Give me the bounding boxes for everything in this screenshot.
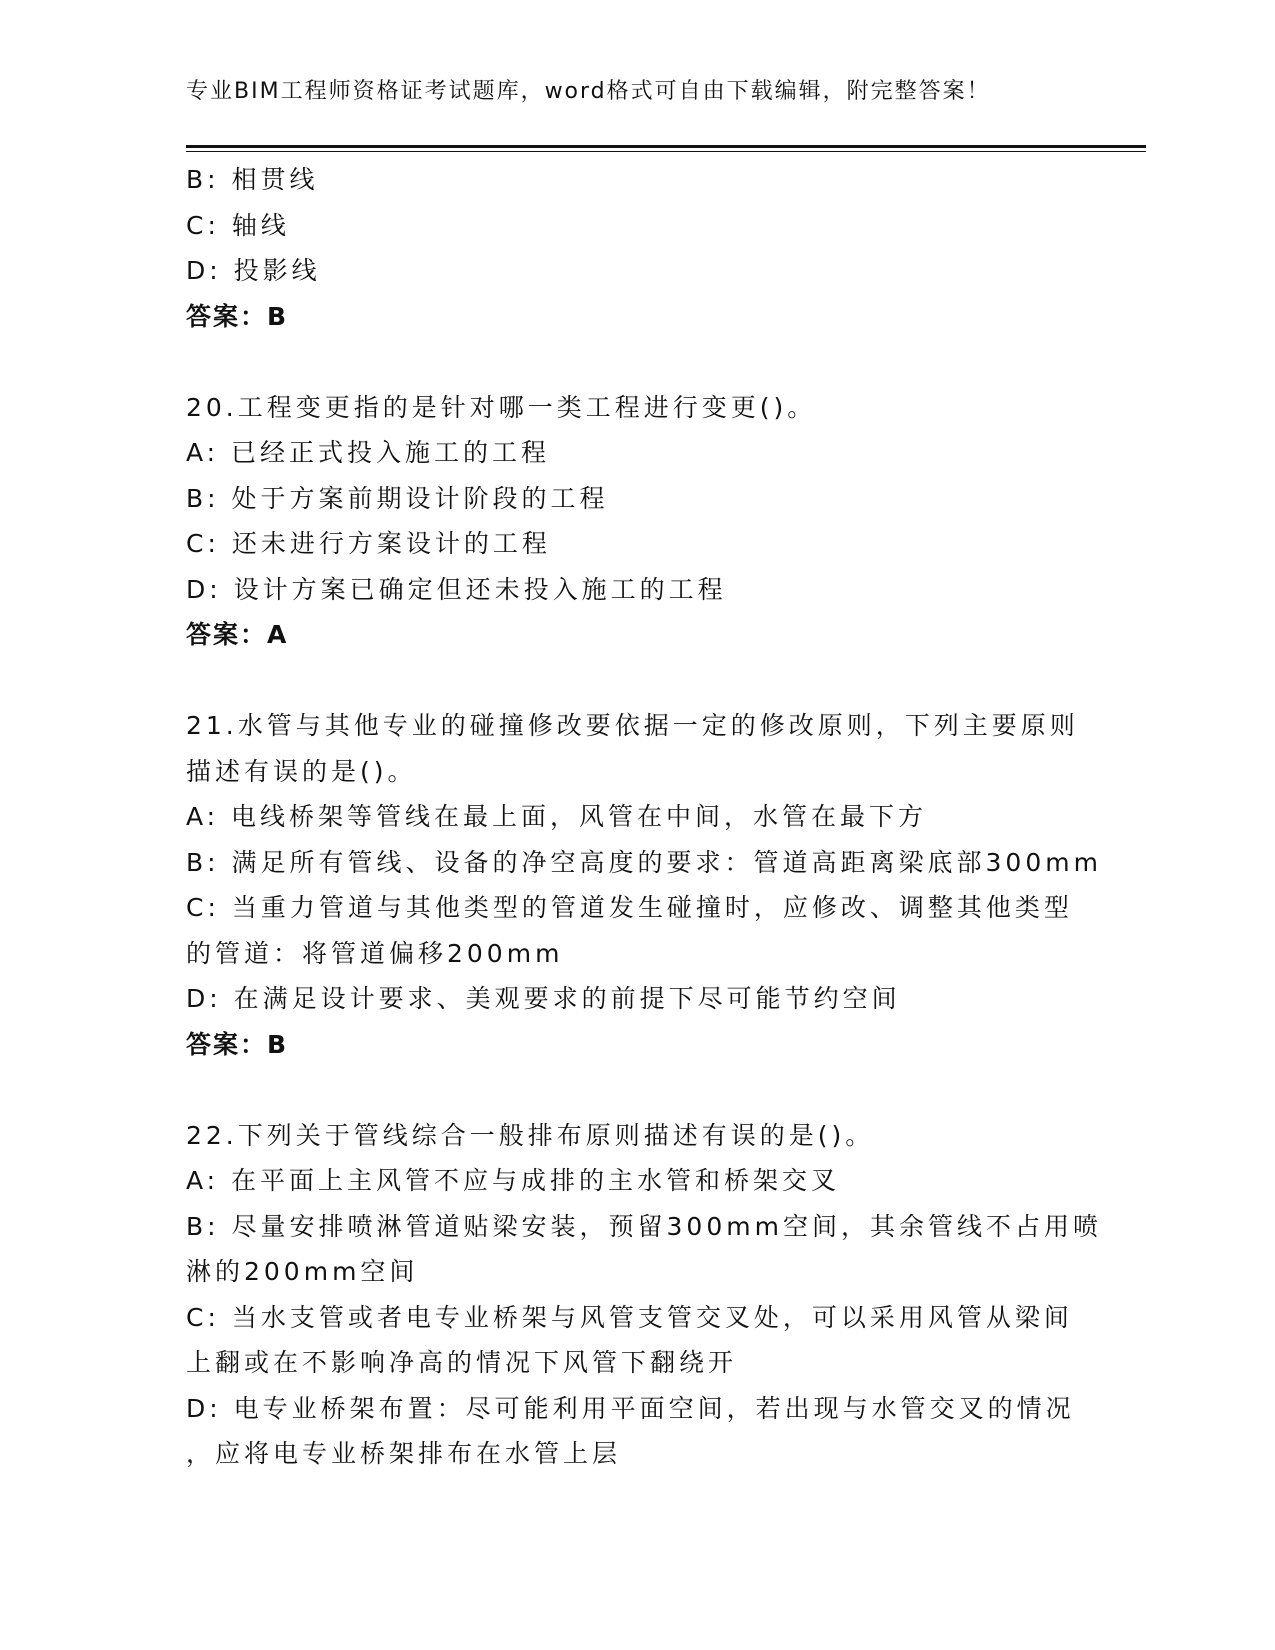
header-rule-thick bbox=[186, 145, 1146, 148]
option-line: C: 轴线 bbox=[186, 210, 290, 240]
option-line: D: 设计方案已确定但还未投入施工的工程 bbox=[186, 574, 727, 604]
header-rule-thin bbox=[186, 151, 1146, 152]
option-line: C: 还未进行方案设计的工程 bbox=[186, 529, 551, 558]
answer-line: 答案：B bbox=[186, 301, 289, 331]
answer-line: 答案：A bbox=[186, 620, 289, 649]
question-stem: 22.下列关于管线综合一般排布原则描述有误的是()。 bbox=[186, 1120, 875, 1150]
option-line: C: 当水支管或者电专业桥架与风管支管交叉处，可以采用风管从梁间 bbox=[186, 1302, 1073, 1332]
option-line: 淋的200mm空间 bbox=[186, 1257, 419, 1286]
answer-line: 答案：B bbox=[186, 1029, 289, 1059]
option-line: C: 当重力管道与其他类型的管道发生碰撞时，应修改、调整其他类型 bbox=[186, 893, 1073, 922]
option-line: B: 处于方案前期设计阶段的工程 bbox=[186, 483, 609, 513]
question-gap bbox=[186, 1067, 1086, 1113]
option-line: D: 投影线 bbox=[186, 256, 321, 285]
option-line: A: 已经正式投入施工的工程 bbox=[186, 438, 551, 467]
question-stem: 描述有误的是()。 bbox=[186, 756, 417, 786]
option-line: B: 尽量安排喷淋管道贴梁安装，预留300mm空间，其余管线不占用喷 bbox=[186, 1211, 1102, 1241]
question-gap bbox=[186, 658, 1086, 704]
option-line: B: 相贯线 bbox=[186, 165, 319, 194]
question-stem: 21.水管与其他专业的碰撞修改要依据一定的修改原则，下列主要原则 bbox=[186, 711, 1079, 740]
option-line: ，应将电专业桥架排布在水管上层 bbox=[186, 1439, 622, 1468]
page-header: 专业BIM工程师资格证考试题库，word格式可自由下载编辑，附完整答案！ bbox=[186, 79, 991, 104]
question-20 bbox=[186, 385, 1086, 658]
option-line: A: 电线桥架等管线在最上面，风管在中间，水管在最下方 bbox=[186, 802, 928, 831]
option-line: 上翻或在不影响净高的情况下风管下翻绕开 bbox=[186, 1348, 738, 1377]
option-line: D: 电专业桥架布置：尽可能利用平面空间，若出现与水管交叉的情况 bbox=[186, 1393, 1075, 1423]
question-21 bbox=[186, 703, 1102, 1067]
question-gap bbox=[186, 339, 1086, 385]
question-stem: 20.工程变更指的是针对哪一类工程进行变更()。 bbox=[186, 392, 817, 422]
question-content bbox=[186, 157, 1102, 1477]
partial-question bbox=[186, 157, 1086, 339]
option-line: B: 满足所有管线、设备的净空高度的要求：管道高距离梁底部300mm bbox=[186, 847, 1102, 877]
option-line: 的管道：将管道偏移200mm bbox=[186, 938, 564, 968]
option-line: D: 在满足设计要求、美观要求的前提下尽可能节约空间 bbox=[186, 984, 901, 1013]
question-22 bbox=[186, 1113, 1102, 1477]
option-line: A: 在平面上主风管不应与成排的主水管和桥架交叉 bbox=[186, 1166, 841, 1195]
